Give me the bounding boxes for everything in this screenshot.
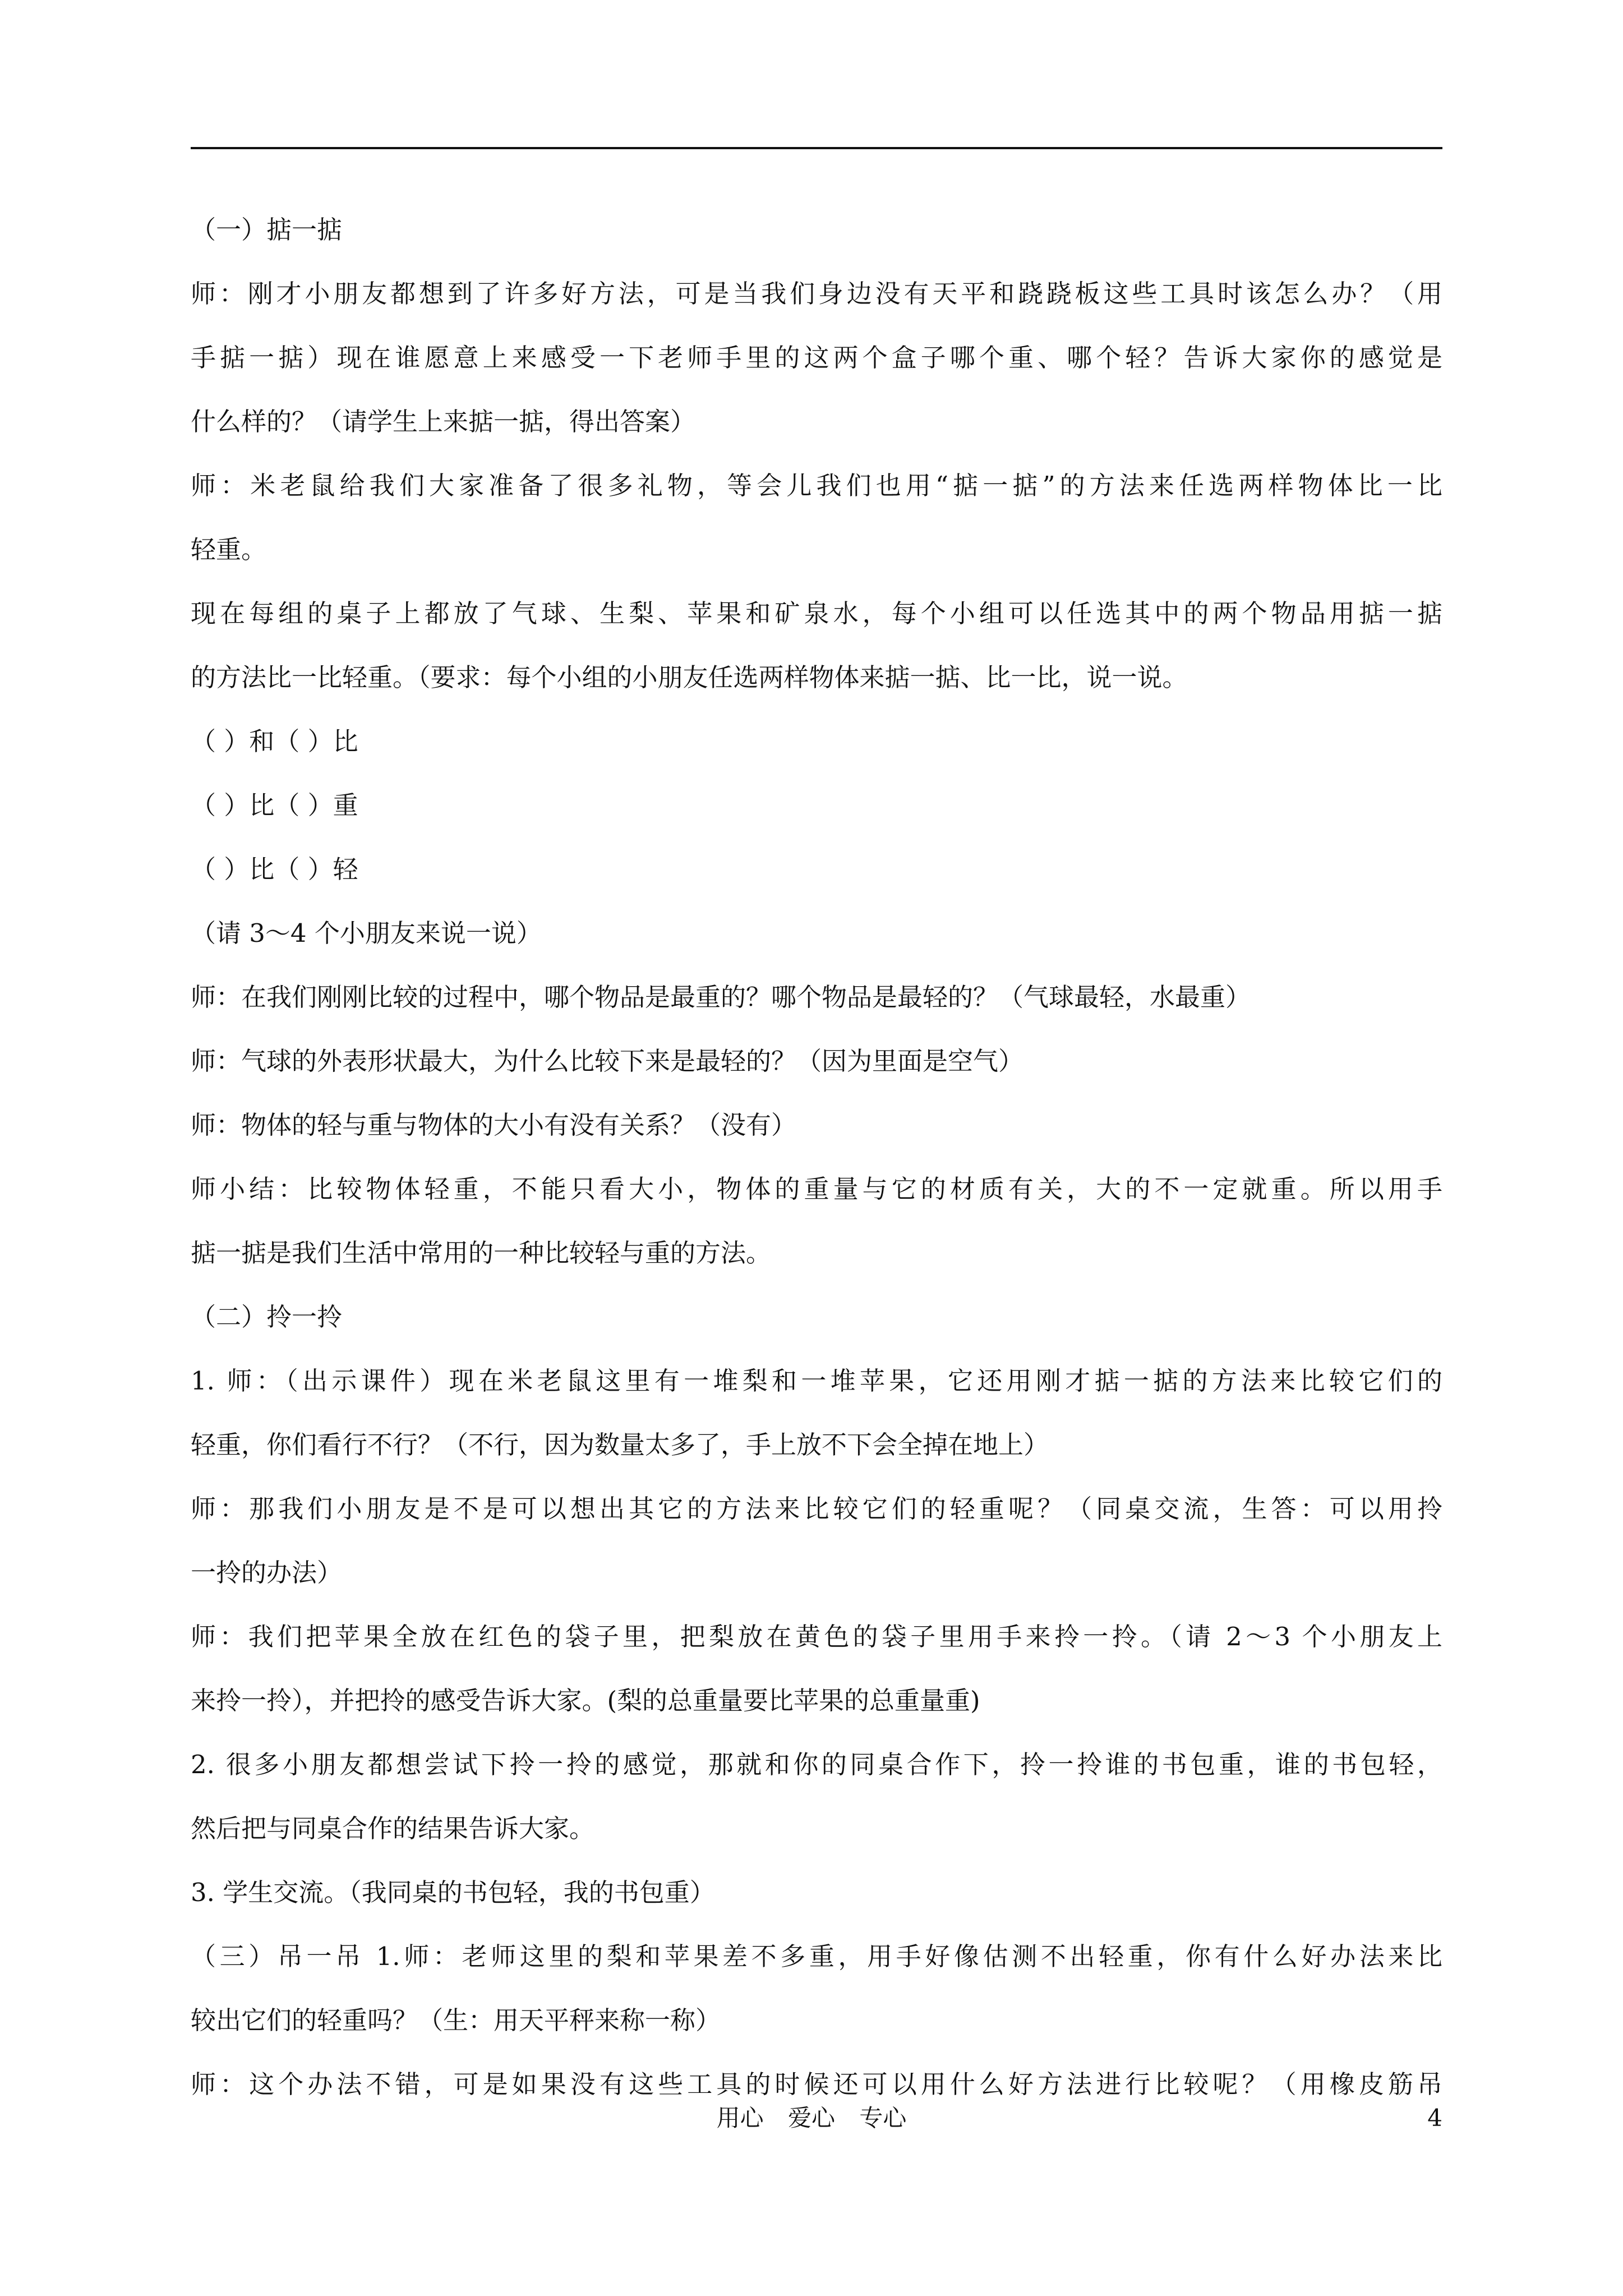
paragraph-line: 来拎一拎），并把拎的感受告诉大家。(梨的总重量要比苹果的总重量重) <box>191 1686 980 1715</box>
paragraph-line: 师：那我们小朋友是不是可以想出其它的方法来比较它们的轻重呢？（同桌交流，生答：可以用拎 <box>191 1494 1442 1524</box>
fill-in-line: （ ）和（ ）比 <box>191 726 358 756</box>
paragraph-line: 一拎的办法） <box>191 1558 343 1588</box>
paragraph-line: 3. 学生交流。（我同桌的书包轻，我的书包重） <box>191 1878 715 1907</box>
paragraph-line: 什么样的？（请学生上来掂一掂，得出答案） <box>191 407 696 436</box>
paragraph-line: 较出它们的轻重吗？（生：用天平秤来称一称） <box>191 2005 721 2035</box>
paragraph-line: 轻重，你们看行不行？（不行，因为数量太多了，手上放不下会全掉在地上） <box>191 1430 1049 1460</box>
paragraph-line: 师：物体的轻与重与物体的大小有没有关系？（没有） <box>191 1110 797 1140</box>
section-heading-hang: （三）吊一吊 1.师：老师这里的梨和苹果差不多重，用手好像估测不出轻重，你有什么好办法来比 <box>191 1941 1442 1971</box>
paragraph-line: 师：在我们刚刚比较的过程中，哪个物品是最重的？哪个物品是最轻的？（气球最轻，水最重） <box>191 982 1251 1012</box>
paragraph-line: 的方法比一比轻重。（要求：每个小组的小朋友任选两样物体来掂一掂、比一比，说一说。 <box>191 662 1188 692</box>
footer-motto: 用心 爱心 专心 <box>716 2104 907 2132</box>
header-rule <box>191 147 1442 149</box>
paragraph-line: 师：气球的外表形状最大，为什么比较下来是最轻的？（因为里面是空气） <box>191 1046 1024 1076</box>
paragraph-line: 轻重。 <box>191 535 267 564</box>
paragraph-line: （请 3～4 个小朋友来说一说） <box>191 918 542 948</box>
section-heading-lift: （二）拎一拎 <box>191 1302 343 1332</box>
paragraph-line: 1. 师：（出示课件）现在米老鼠这里有一堆梨和一堆苹果，它还用刚才掂一掂的方法来比较它们的 <box>191 1366 1442 1396</box>
paragraph-line: 2. 很多小朋友都想尝试下拎一拎的感觉，那就和你的同桌合作下，拎一拎谁的书包重，谁的书包轻， <box>191 1750 1442 1779</box>
section-heading-weigh-by-hand: （一）掂一掂 <box>191 215 343 245</box>
paragraph-line: 现在每组的桌子上都放了气球、生梨、苹果和矿泉水，每个小组可以任选其中的两个物品用掂一掂 <box>191 599 1442 628</box>
page-number: 4 <box>1427 2104 1442 2132</box>
paragraph-line: 掂一掂是我们生活中常用的一种比较轻与重的方法。 <box>191 1238 772 1268</box>
fill-in-line: （ ）比（ ）轻 <box>191 854 358 884</box>
paragraph-line: 师：我们把苹果全放在红色的袋子里，把梨放在黄色的袋子里用手来拎一拎。（请 2～3 个小朋友上 <box>191 1622 1442 1651</box>
paragraph-line: 师：米老鼠给我们大家准备了很多礼物，等会儿我们也用“掂一掂”的方法来任选两样物体比一比 <box>191 471 1442 500</box>
paragraph-line: 师：刚才小朋友都想到了许多好方法，可是当我们身边没有天平和跷跷板这些工具时该怎么办？（用 <box>191 279 1442 309</box>
document-body <box>191 213 1442 2132</box>
fill-in-line: （ ）比（ ）重 <box>191 790 358 820</box>
paragraph-line: 手掂一掂）现在谁愿意上来感受一下老师手里的这两个盒子哪个重、哪个轻？告诉大家你的感觉是 <box>191 343 1442 372</box>
paragraph-line: 然后把与同桌合作的结果告诉大家。 <box>191 1814 595 1843</box>
paragraph-line: 师小结：比较物体轻重，不能只看大小，物体的重量与它的材质有关，大的不一定就重。所以用手 <box>191 1174 1442 1204</box>
paragraph-line: 师：这个办法不错，可是如果没有这些工具的时候还可以用什么好方法进行比较呢？（用橡皮筋吊 <box>191 2069 1442 2099</box>
